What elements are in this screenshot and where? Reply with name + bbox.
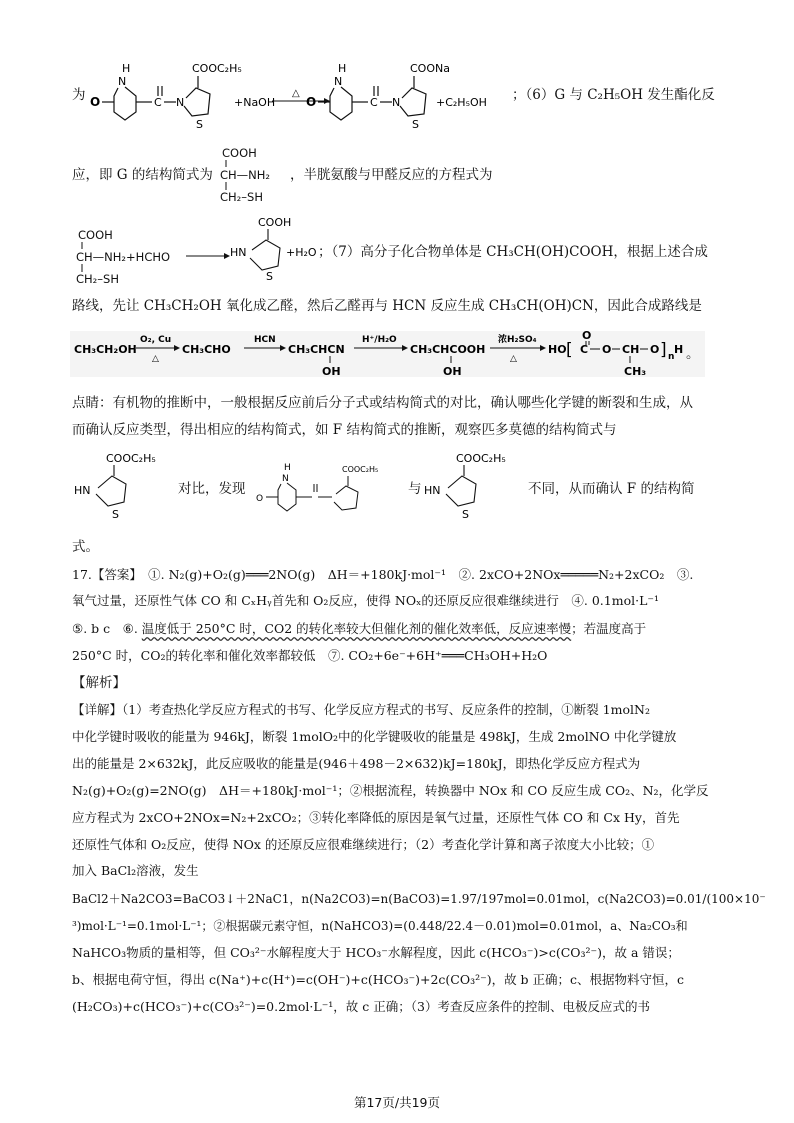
svg-text:△: △ <box>510 354 517 364</box>
line9: 式。 <box>72 539 99 555</box>
svg-text:n: n <box>668 352 675 362</box>
svg-text:S: S <box>462 508 469 521</box>
g-ch-nh2: CH—NH₂ <box>220 168 271 182</box>
svg-text:S: S <box>112 508 119 521</box>
svg-text:HN: HN <box>230 246 247 259</box>
svg-text:浓H₂SO₄: 浓H₂SO₄ <box>498 335 537 345</box>
svg-text:COONa: COONa <box>410 62 450 75</box>
svg-text:CH₃CHCN: CH₃CHCN <box>288 343 345 356</box>
svg-text:HO: HO <box>548 343 567 356</box>
svg-text:CH: CH <box>622 343 640 356</box>
svg-text:H: H <box>674 343 684 356</box>
detail-line-9: ³)mol·L⁻¹=0.1mol·L⁻¹；②根据碳元素守恒，n(NaHCO3)=(0.448/22.4－0.01)mol=0.01mol，a、Na₂CO₃和 <box>72 919 688 933</box>
svg-text:S: S <box>266 270 273 280</box>
svg-text:△: △ <box>152 354 159 364</box>
answer-line-3: ⑤. b c ⑥. 温度低于 250°C 时，CO2 的转化率较大但催化剂的催化效率低，反应速率慢；若温度高于 <box>72 621 647 636</box>
svg-text:N: N <box>392 96 401 109</box>
detail-line-7: 加入 BaCl₂溶液，发生 <box>72 863 199 878</box>
svg-text:]: ] <box>660 340 667 360</box>
svg-text:O: O <box>306 95 317 109</box>
line6: 点睛：有机物的推断中，一般根据反应前后分子式或结构简式的对比，确认哪些化学键的断裂和生成，从 <box>72 395 693 411</box>
answer-line-1: 17.【答案】 ①. N₂(g)+O₂(g)═══2NO(g) ΔH＝+180kJ·mol⁻¹ ②. 2xCO+2NOx═════N₂+2xCO₂ ③. <box>72 567 694 582</box>
svg-text:O: O <box>256 494 264 504</box>
svg-text:H: H <box>284 463 291 473</box>
cys-cooh: COOH <box>78 228 113 242</box>
detail-line-10: NaHCO₃物质的量相等，但 CO₃²⁻水解程度大于 HCO₃⁻水解程度，因此 c(HCO₃⁻)>c(CO₃²⁻)，故 a 错误； <box>72 945 680 960</box>
g-ch2sh: CH₂–SH <box>220 190 263 204</box>
answer-line-2: 氧气过量，还原性气体 CO 和 CₓHᵧ首先和 O₂反应，使得 NOₓ的还原反应很难继续进行 ④. 0.1mol·L⁻¹ <box>72 593 659 608</box>
svg-text:C: C <box>580 343 589 356</box>
svg-text:S: S <box>412 118 419 131</box>
row1-suffix: ；（6）G 与 C₂H₅OH 发生酯化反 <box>512 87 715 103</box>
detail-line-2: 中化学键时吸收的能量为 946kJ，断裂 1molO₂中的化学键吸收的能量是 498kJ，生成 2molNO 中化学键放 <box>72 729 677 744</box>
thiazolidine-acid <box>228 214 318 280</box>
svg-text:CH₃: CH₃ <box>624 365 647 378</box>
svg-text:HN: HN <box>424 484 441 497</box>
detail-line-11: b、根据电荷守恒，得出 c(Na⁺)+c(H⁺)=c(OH⁻)+c(HCO₃⁻)+2c(CO₃²⁻)，故 b 正确；c、根据物料守恒，c <box>72 972 685 987</box>
svg-text:C: C <box>154 96 162 109</box>
jiexi-heading: 【解析】 <box>72 675 126 691</box>
detail-line-3: 出的能量是 2×632kJ，此反应吸收的能量是(946＋498－2×632)kJ=180kJ，即热化学反应方程式为 <box>72 756 641 771</box>
row8-structure-3 <box>422 448 532 524</box>
row2-text-a: 应，即 G 的结构简式为 <box>72 167 213 183</box>
svg-text:+NaOH: +NaOH <box>234 96 276 109</box>
row8-text-a: 对比，发现 <box>178 481 246 497</box>
cys-ch-nh2: CH—NH₂+HCHO <box>76 250 171 264</box>
row8-text-b: 与 <box>408 481 422 497</box>
row1-prefix: 为 <box>72 87 86 103</box>
svg-text:HCN: HCN <box>254 335 276 345</box>
svg-text:O: O <box>90 95 101 109</box>
svg-text:COOC₂H₅: COOC₂H₅ <box>106 452 156 465</box>
page-footer: 第17页/共19页 <box>353 1095 441 1110</box>
svg-text:COOH: COOH <box>258 216 292 229</box>
svg-text:COOC₂H₅: COOC₂H₅ <box>192 62 242 75</box>
g-cooh: COOH <box>222 146 257 160</box>
svg-text:O₂, Cu: O₂, Cu <box>140 335 172 345</box>
svg-text:H: H <box>338 62 347 75</box>
row3-text: ；（7）高分子化合物单体是 CH₃CH(OH)COOH，根据上述合成 <box>318 244 708 260</box>
svg-text:OH: OH <box>322 365 341 378</box>
svg-text:COOC₂H₅: COOC₂H₅ <box>342 465 379 474</box>
route-end: 。 <box>686 346 700 362</box>
detail-line-12: (H₂CO₃)+c(HCO₃⁻)+c(CO₃²⁻)=0.2mol·L⁻¹，故 c 正确；（3）考查反应条件的控制、电极反应式的书 <box>72 999 650 1014</box>
svg-text:OH: OH <box>443 365 462 378</box>
svg-text:CH₃CHO: CH₃CHO <box>182 343 231 356</box>
svg-text:H⁺/H₂O: H⁺/H₂O <box>362 335 397 345</box>
synthesis-route <box>70 331 705 379</box>
svg-text:N: N <box>118 75 127 88</box>
row2-text-b: ，半胱氨酸与甲醛反应的方程式为 <box>290 167 493 183</box>
detail-line-8: BaCl2＋Na2CO3=BaCO3↓＋2NaC1，n(Na2CO3)=n(BaCO3)=1.97/197mol=0.01mol，c(Na2CO3)=0.01/(100×10⁻ <box>72 892 766 906</box>
svg-text:+C₂H₅OH: +C₂H₅OH <box>436 96 487 109</box>
detail-line-6: 还原性气体和 O₂反应，使得 NOx 的还原反应很难继续进行；（2）考查化学计算和离子浓度大小比较；① <box>72 837 655 852</box>
svg-text:H: H <box>122 62 131 75</box>
svg-text:N: N <box>334 75 343 88</box>
svg-text:HN: HN <box>74 484 91 497</box>
svg-text:△: △ <box>292 88 300 99</box>
svg-text:N: N <box>282 474 289 484</box>
row8-structure-2 <box>252 458 394 528</box>
svg-text:O: O <box>650 343 660 356</box>
svg-text:CH₃CH₂OH: CH₃CH₂OH <box>74 343 137 356</box>
detail-line-5: 应方程式为 2xCO+2NOx=N₂+2xCO₂；③转化率降低的原因是氧气过量，还原性气体 CO 和 Cx Hy，首先 <box>72 810 680 825</box>
line7: 而确认反应类型，得出相应的结构简式，如 F 结构简式的推断，观察匹多莫德的结构简式与 <box>72 422 617 438</box>
cys-arrow <box>186 251 230 261</box>
detail-line-1: 【详解】（1）考查热化学反应方程式的书写、化学反应方程式的书写、反应条件的控制，①断裂 1molN₂ <box>72 702 650 717</box>
svg-text:[: [ <box>566 340 573 360</box>
row1-reactant-structure <box>88 58 288 138</box>
cys-ch2sh: CH₂–SH <box>76 272 119 286</box>
svg-text:C: C <box>370 96 378 109</box>
row8-text-c: 不同，从而确认 F 的结构简 <box>528 481 695 497</box>
answer-line-4: 250°C 时，CO₂的转化率和催化效率都较低 ⑦. CO₂+6e⁻+6H⁺═══CH₃OH+H₂O <box>72 648 548 663</box>
svg-text:O: O <box>602 343 612 356</box>
svg-text:COOC₂H₅: COOC₂H₅ <box>456 452 506 465</box>
svg-text:+H₂O: +H₂O <box>286 246 317 259</box>
svg-text:S: S <box>196 118 203 131</box>
line4: 路线，先让 CH₃CH₂OH 氧化成乙醛，然后乙醛再与 HCN 反应生成 CH₃CH(OH)CN，因此合成路线是 <box>72 298 702 314</box>
svg-text:N: N <box>176 96 185 109</box>
svg-text:O: O <box>582 331 592 342</box>
detail-line-4: N₂(g)+O₂(g)=2NO(g) ΔH＝+180kJ·mol⁻¹；②根据流程，转换器中 NOx 和 CO 反应生成 CO₂、N₂，化学反 <box>72 783 709 798</box>
svg-text:CH₃CHCOOH: CH₃CHCOOH <box>410 343 486 356</box>
row1-product-structure <box>304 58 514 138</box>
row8-structure-1 <box>72 448 182 524</box>
